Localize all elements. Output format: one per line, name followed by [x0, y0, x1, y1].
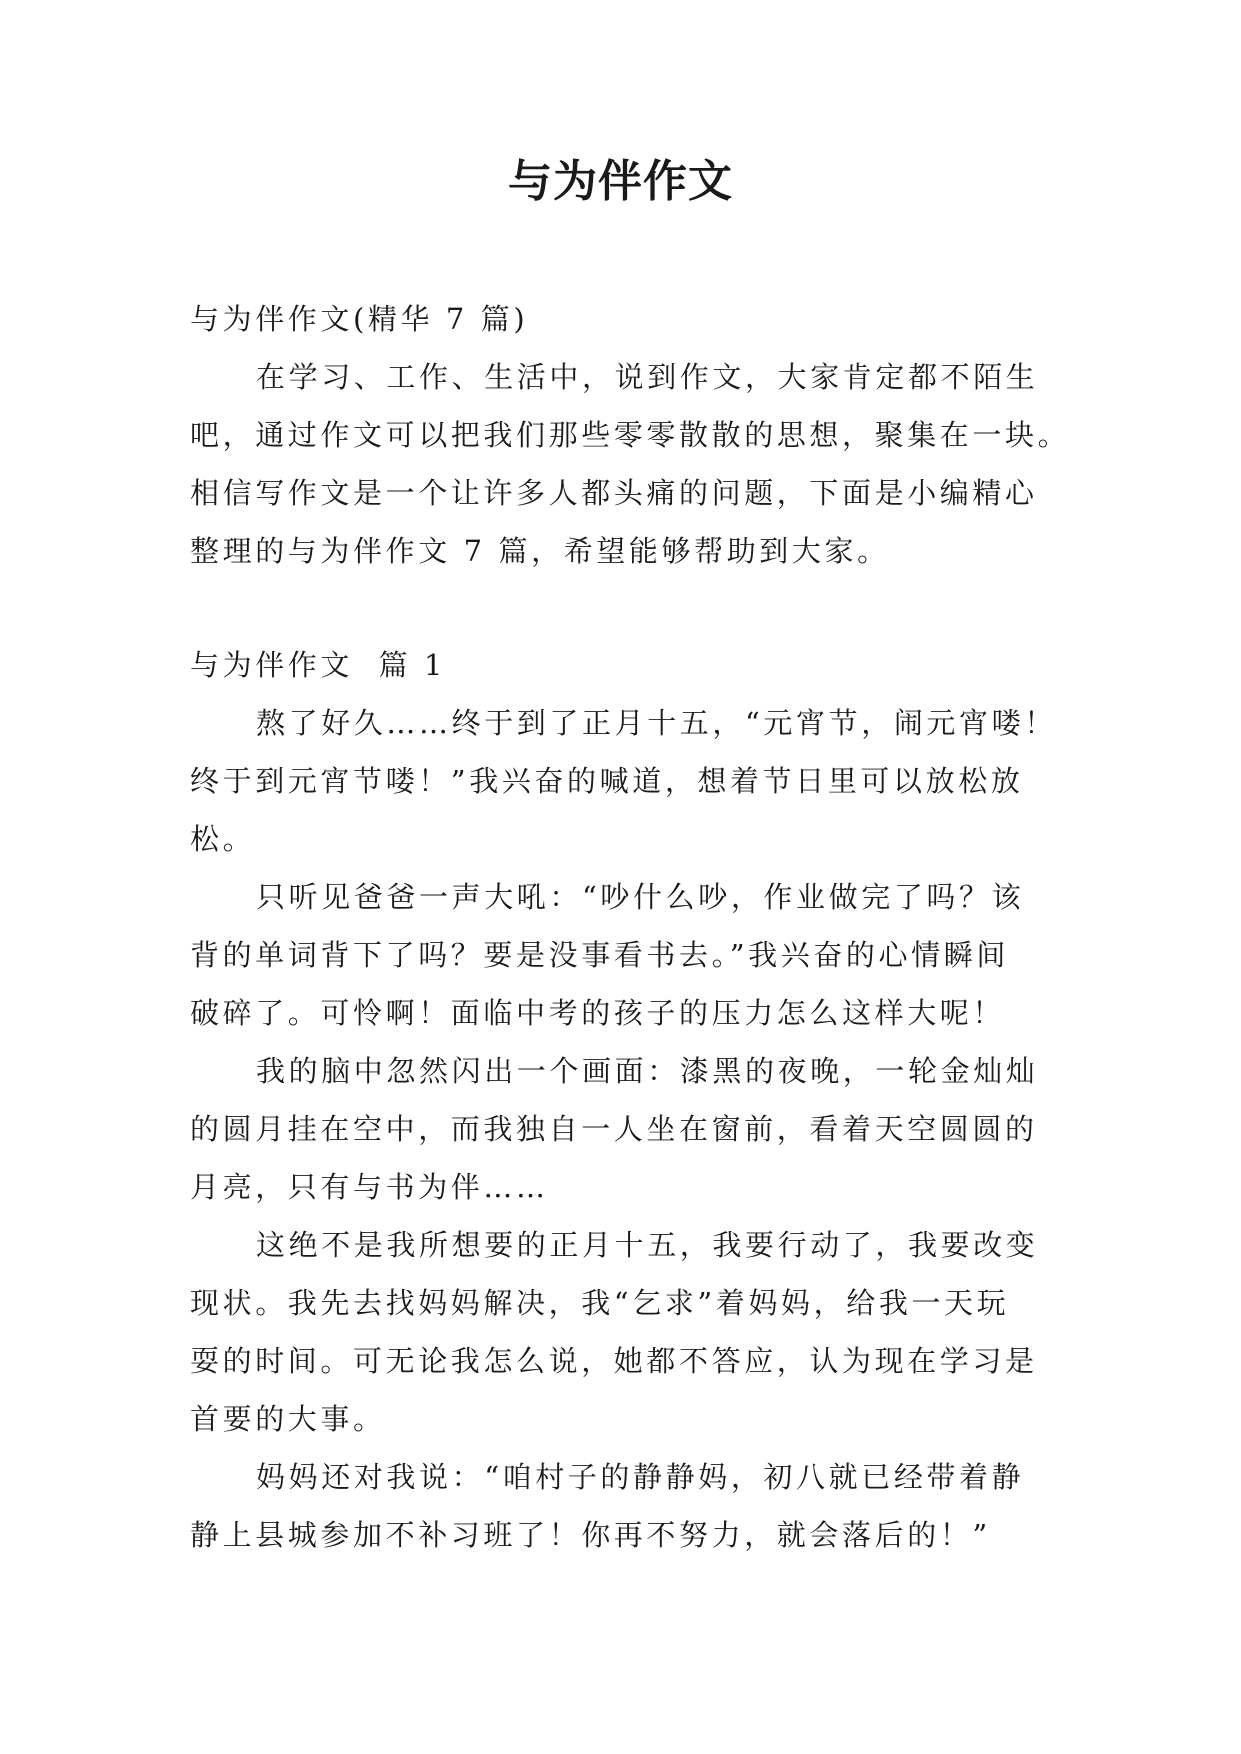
intro-line: 相信写作文是一个让许多人都头痛的问题，下面是小编精心: [190, 476, 1038, 510]
body-paragraph: [190, 1448, 1050, 1564]
paragraph-line: 只听见爸爸一声大吼：“吵什么吵，作业做完了吗？该: [256, 880, 1025, 914]
intro-line: 吧，通过作文可以把我们那些零零散散的思想，聚集在一块。: [190, 418, 1071, 452]
paragraph-line: 月亮，只有与书为伴……: [190, 1170, 549, 1204]
document-subtitle: 与为伴作文(精华 7 篇): [190, 302, 529, 336]
document-body: [190, 290, 1071, 1564]
document-title: 与为伴作文: [508, 156, 733, 207]
paragraph-line: 松。: [190, 822, 256, 856]
paragraph-line: 现状。我先去找妈妈解决，我“乞求”着妈妈，给我一天玩: [190, 1286, 1010, 1320]
intro-line: 整理的与为伴作文 7 篇，希望能够帮助到大家。: [190, 534, 890, 568]
intro-paragraph: [190, 348, 1071, 580]
paragraph-line: 耍的时间。可无论我怎么说，她都不答应，认为现在学习是: [190, 1344, 1038, 1378]
paragraph-line: 首要的大事。: [190, 1402, 386, 1436]
paragraph-line: 背的单词背下了吗？要是没事看书去。”我兴奋的心情瞬间: [190, 938, 1009, 972]
paragraph-line: 熬了好久……终于到了正月十五，“元宵节，闹元宵喽！: [256, 706, 1057, 740]
paragraph-line: 这绝不是我所想要的正月十五，我要行动了，我要改变: [256, 1228, 1039, 1262]
paragraph-line: 终于到元宵节喽！”我兴奋的喊道，想着节日里可以放松放: [190, 764, 1024, 798]
section-spacer: [190, 580, 1050, 636]
paragraph-line: 破碎了。可怜啊！面临中考的孩子的压力怎么这样大呢！: [190, 996, 1006, 1030]
paragraph-line: 妈妈还对我说：“咱村子的静静妈，初八就已经带着静: [256, 1460, 1025, 1494]
intro-line: 在学习、工作、生活中，说到作文，大家肯定都不陌生: [256, 360, 1039, 394]
body-paragraph: [190, 868, 1050, 1042]
body-paragraph: [190, 694, 1057, 868]
body-paragraph: [190, 1216, 1050, 1448]
body-paragraph: [190, 1042, 1050, 1216]
paragraph-line: 我的脑中忽然闪出一个画面：漆黑的夜晚，一轮金灿灿: [256, 1054, 1039, 1088]
paragraph-line: 的圆月挂在空中，而我独自一人坐在窗前，看着天空圆圆的: [190, 1112, 1038, 1146]
section-heading: 与为伴作文 篇 1: [190, 648, 447, 682]
paragraph-line: 静上县城参加不补习班了！你再不努力，就会落后的！”: [190, 1518, 991, 1552]
